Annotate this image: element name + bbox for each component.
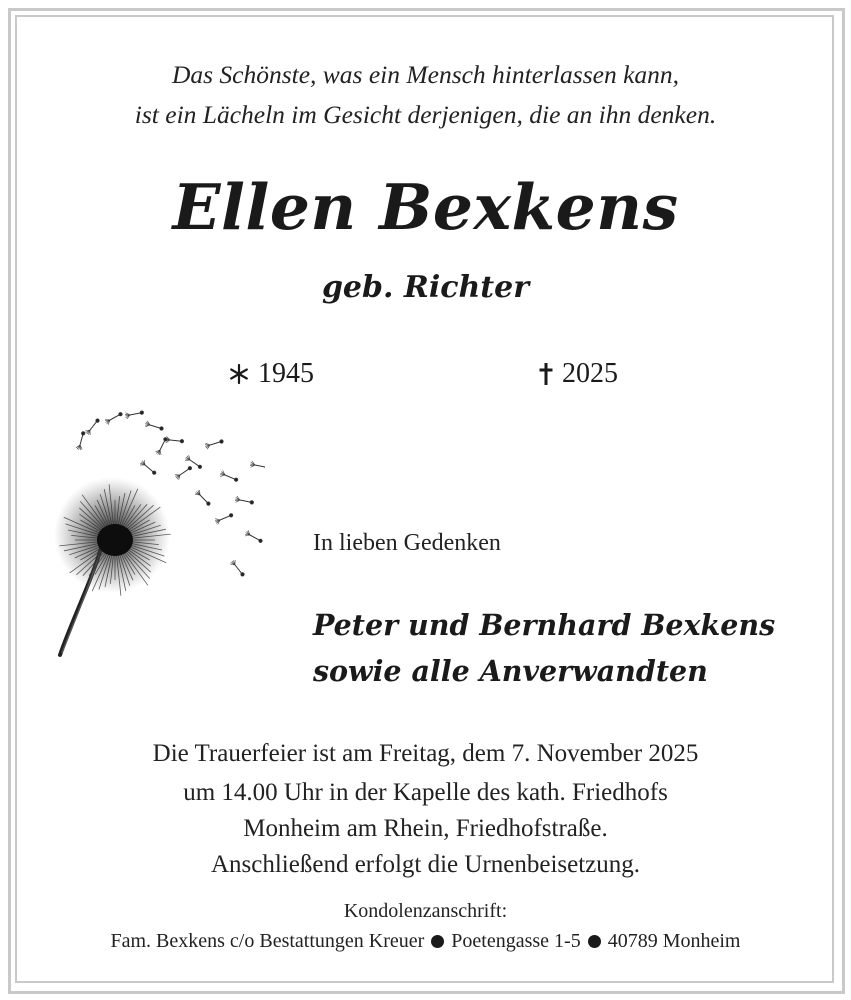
service-line-1: Die Trauerfeier ist am Freitag, dem 7. November 2025 [152,740,699,767]
service-line-3: Monheim am Rhein, Friedhofstraße. [243,815,608,842]
service-line-2: um 14.00 Uhr in der Kapelle des kath. Friedhofs [183,779,668,806]
mourners-line-1: Peter und Bernhard Bexkens [313,608,776,642]
dandelion-illustration [50,405,265,665]
condolence-address [0,930,851,953]
condolence-addressee: Fam. Bexkens c/o Bestattungen Kreuer [110,930,425,952]
service-line-4: Anschließend erfolgt die Urnenbeisetzung. [210,851,641,878]
death-year: 2025 [562,358,618,389]
quote-line-2: ist ein Lächeln im Gesicht derjenigen, die an ihn denken. [134,100,717,129]
condolence-street: Poetengasse 1-5 [451,930,581,952]
birth-date [228,357,314,391]
birth-year: 1945 [258,358,314,389]
asterisk-birth-icon [228,363,250,385]
condolence-title: Kondolenzanschrift: [343,900,508,922]
bullet-icon [431,935,444,948]
death-date [538,357,618,391]
cross-death-icon [538,362,554,386]
maiden-name: geb. Richter [321,270,530,305]
quote-line-1: Das Schönste, was ein Mensch hinterlassen kann, [171,60,680,89]
mourners-line-2: sowie alle Anverwandten [313,654,708,688]
condolence-city: 40789 Monheim [607,930,741,952]
memory-intro: In lieben Gedenken [313,530,501,556]
bullet-icon [588,935,601,948]
deceased-name: Ellen Bexkens [172,170,679,244]
